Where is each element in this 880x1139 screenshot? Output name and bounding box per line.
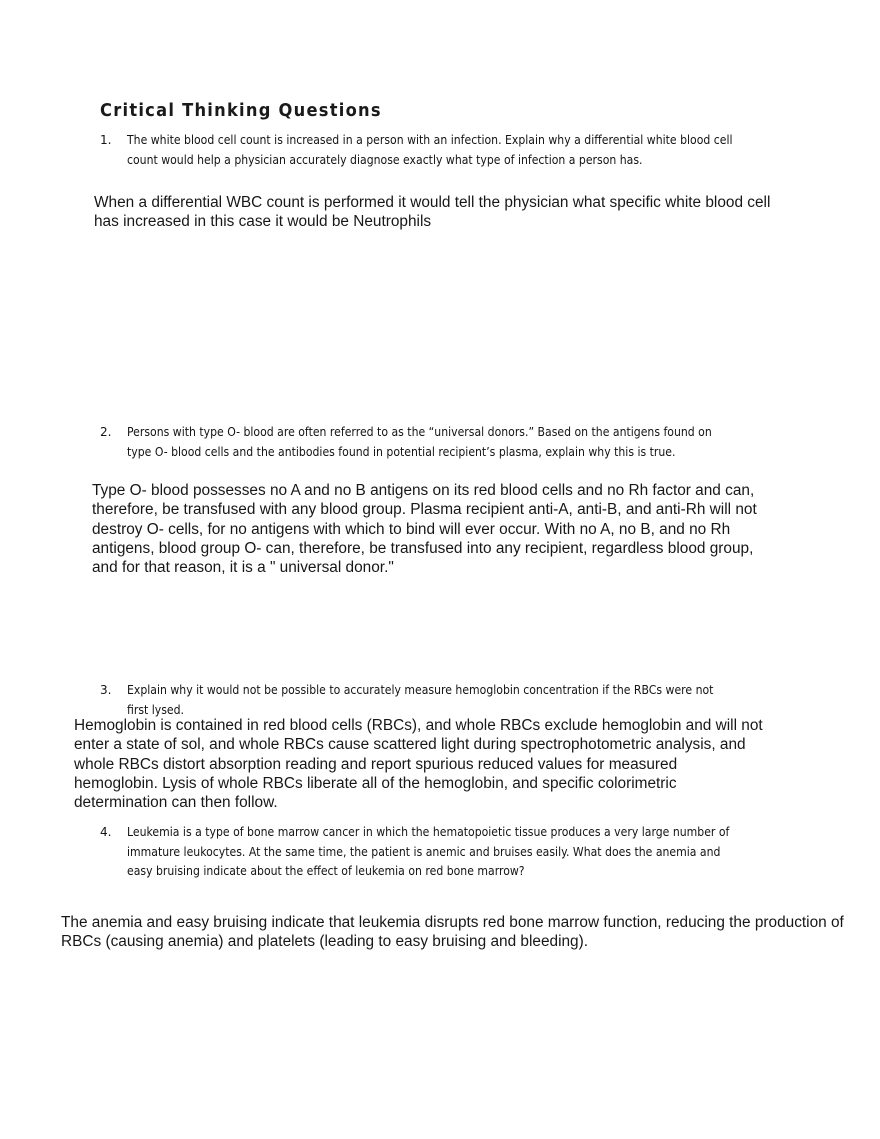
question-text-4: Leukemia is a type of bone marrow cancer in which the hematopoietic tissue produces a very large number of immature leukocytes. At the same time, the patient is anemic and bruises easily. What does the anemia and easy bruising indicate about the effect of leukemia on red bone marrow? (127, 825, 730, 879)
question-item-3 (100, 681, 790, 720)
question-item-4 (100, 823, 800, 882)
page-title: Critical Thinking Questions (100, 101, 382, 121)
question-text-2: Persons with type O- blood are often referred to as the “universal donors.” Based on the antigens found on type O- blood cells and the antibodies found in potential recipient’s plasma, explain why this is true. (127, 425, 712, 459)
answer-text-3: Hemoglobin is contained in red blood cells (RBCs), and whole RBCs exclude hemoglobin and will not enter a state of sol, and whole RBCs cause scattered light during spectrophotometric analysis, and whole RBCs distort absorption reading and report spurious reduced values for measured hemoglobin. Lysis of whole RBCs liberate all of the hemoglobin, and specific colorimetric determination can then follow. (74, 717, 763, 812)
question-number-4: 4. (100, 825, 112, 839)
question-text-1: The white blood cell count is increased in a person with an infection. Explain why a differential white blood cell count would help a physician accurately diagnose exactly what type of infection a person has. (127, 133, 733, 167)
question-number-1: 1. (100, 133, 112, 147)
answer-text-1: When a differential WBC count is performed it would tell the physician what specific white blood cell has increased in this case it would be Neutrophils (94, 194, 771, 231)
question-number-2: 2. (100, 425, 112, 439)
answer-text-4: The anemia and easy bruising indicate that leukemia disrupts red bone marrow function, reducing the production of RBCs (causing anemia) and platelets (leading to easy bruising and bleeding). (61, 914, 844, 951)
question-item-1 (100, 131, 800, 170)
question-item-2 (100, 423, 800, 462)
question-number-3: 3. (100, 683, 112, 697)
question-text-3: Explain why it would not be possible to accurately measure hemoglobin concentration if the RBCs were not first lysed. (127, 683, 714, 717)
answer-text-2: Type O- blood possesses no A and no B antigens on its red blood cells and no Rh factor and can, therefore, be transfused with any blood group. Plasma recipient anti-A, anti-B, and anti-Rh will not destroy O- cells, for no antigens with which to bind will ever occur. With no A, no B, and no Rh antigens, blood group O- can, therefore, be transfused into any recipient, regardless blood group, and for that reason, it is a " universal donor." (92, 482, 757, 577)
